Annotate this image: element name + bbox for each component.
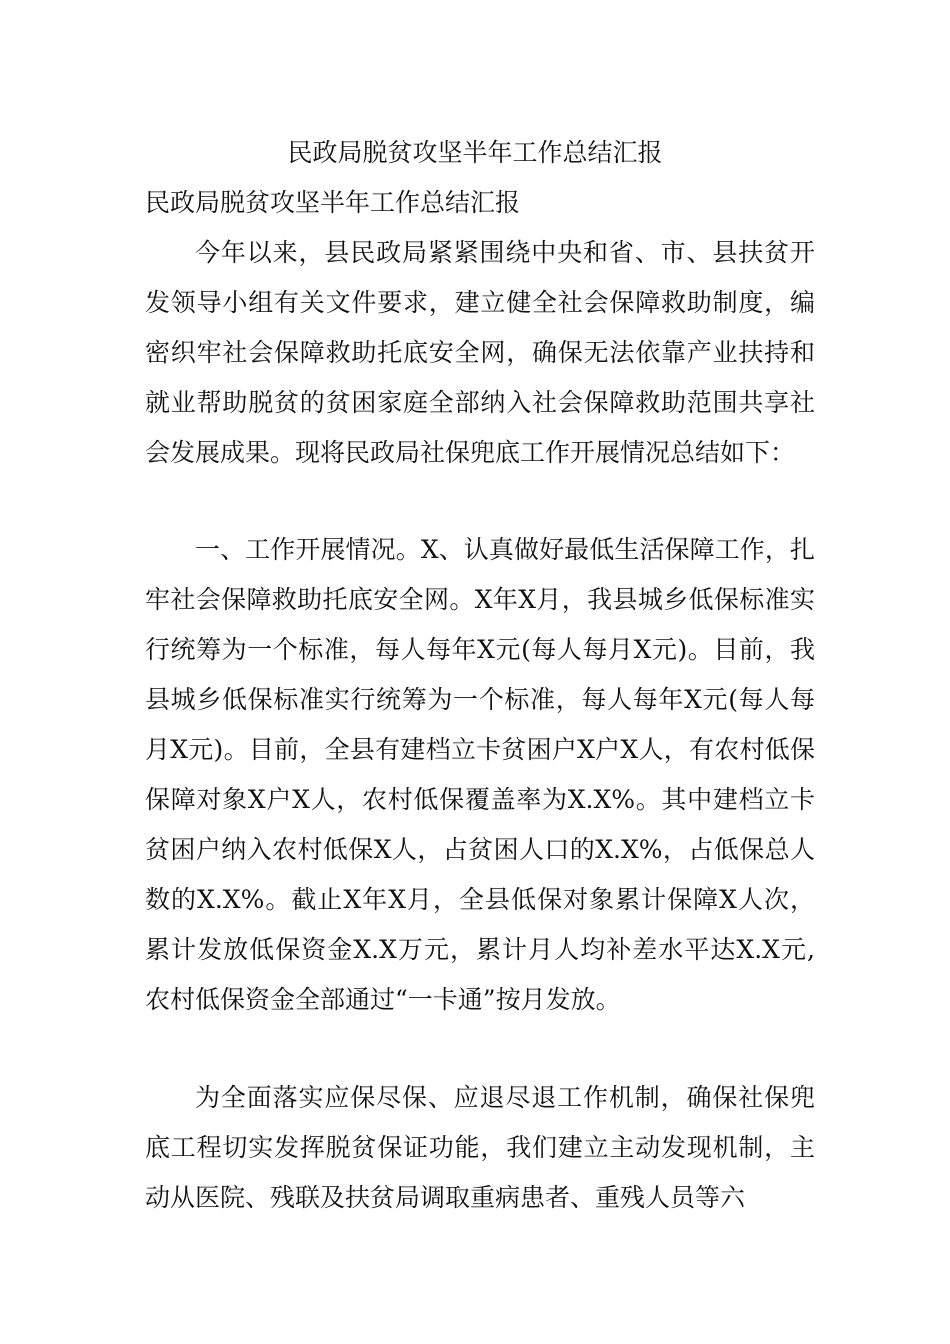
paragraph-work-status: 一、工作开展情况。X、认真做好最低生活保障工作，扎牢社会保障救助托底安全网。X年X月，我县城乡低保标准实行统筹为一个标准，每人每年X元(每人每月X元)。目前，我县城乡低保标准实行统筹为一个标准，每人每年X元(每人每月X元)。目前，全县有建档立卡贫困户X户X人，有农村低保保障对象X户X人，农村低保覆盖率为X.X%。其中建档立卡贫困户纳入农村低保X人，占贫困人口的X.X%，占低保总人数的X.X%。截止X年X月，全县低保对象累计保障X人次，累计发放低保资金X.X万元，累计月人均补差水平达X.X元,农村低保资金全部通过“一卡通”按月发放。 <box>145 535 815 1014</box>
paragraph-intro: 今年以来，县民政局紧紧围绕中央和省、市、县扶贫开发领导小组有关文件要求，建立健全社会保障救助制度，编密织牢社会保障救助托底安全网，确保无法依靠产业扶持和就业帮助脱贫的贫困家庭全部纳入社会保障救助范围共享社会发展成果。现将民政局社保兜底工作开展情况总结如下： <box>145 238 815 467</box>
document-title: 民政局脱贫攻坚半年工作总结汇报 <box>287 138 663 167</box>
document-subtitle: 民政局脱贫攻坚半年工作总结汇报 <box>145 188 521 217</box>
paragraph-mechanism: 为全面落实应保尽保、应退尽退工作机制，确保社保兜底工程切实发挥脱贫保证功能，我们建立主动发现机制，主动从医院、残联及扶贫局调取重病患者、重残人员等六 <box>145 1083 815 1212</box>
